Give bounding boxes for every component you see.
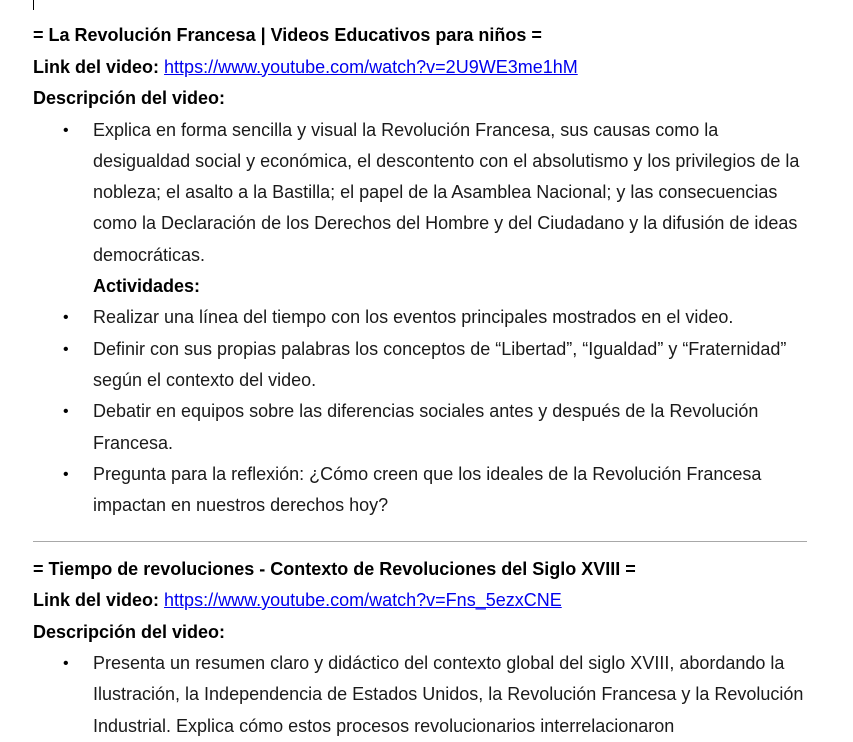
list-item [33,648,818,742]
activity-text: Pregunta para la reflexión: ¿Cómo creen que los ideales de la Revolución Francesa impactan en nuestros derechos hoy? [93,463,762,516]
bullet-glyph: • [63,655,69,673]
bullet-glyph: • [63,465,69,483]
section-1-title: = La Revolución Francesa | Videos Educativos para niños = [33,25,542,45]
section-2-description-label: Descripción del video: [33,621,226,642]
section-1-video-link[interactable]: https://www.youtube.com/watch?v=2U9WE3me1hM [164,56,578,77]
section-2-video-link[interactable]: https://www.youtube.com/watch?v=Fns_5ezxCNE [164,590,562,611]
bullet-glyph: • [63,309,69,327]
section-2-link-label: Link del video: [33,590,160,611]
section-2-link-row [33,585,813,617]
section-1-description-list [33,115,813,271]
section-1-description-label: Descripción del video: [33,88,226,108]
document-page [33,20,813,742]
section-2-title: = Tiempo de revoluciones - Contexto de Revoluciones del Siglo XVIII = [33,558,636,579]
bullet-glyph: • [63,340,69,358]
section-1-activities-list [33,302,813,521]
section-1-link-label: Link del video: [33,56,160,77]
section-divider [33,541,807,542]
activity-text: Definir con sus propias palabras los conceptos de “Libertad”, “Igualdad” y “Fraternidad” según el contexto del video. [93,338,787,391]
section-1-link-row [33,52,813,84]
list-item [33,115,818,271]
bullet-glyph: • [63,403,69,421]
activity-text: Debatir en equipos sobre las diferencias sociales antes y después de la Revolución Francesa. [93,401,759,453]
description-text: Explica en forma sencilla y visual la Revolución Francesa, sus causas como la desigualdad social y económica, el descontento con el absolutismo y los privilegios de la nobleza; el asalto a la Bastilla; el papel de la Asamblea Nacional; y las consecuencias como la Declaración de los Derechos del Hombre y del Ciudadano y la difusión de ideas democráticas. [93,119,800,265]
description-text: Presenta un resumen claro y didáctico del contexto global del siglo XVIII, abordando la Ilustración, la Independencia de Estados Unidos, la Revolución Francesa y la Revolución Industrial. Explica cómo estos procesos revolucionarios interrelacionaron [93,653,804,736]
list-item [33,459,818,522]
text-cursor [33,0,34,10]
activity-text: Realizar una línea del tiempo con los eventos principales mostrados en el video. [93,307,734,328]
list-item [33,302,818,333]
list-item [33,334,818,397]
section-1-activities-label: Actividades: [93,275,201,296]
bullet-glyph: • [63,121,69,139]
section-2-description-list [33,648,813,742]
list-item [33,396,798,459]
